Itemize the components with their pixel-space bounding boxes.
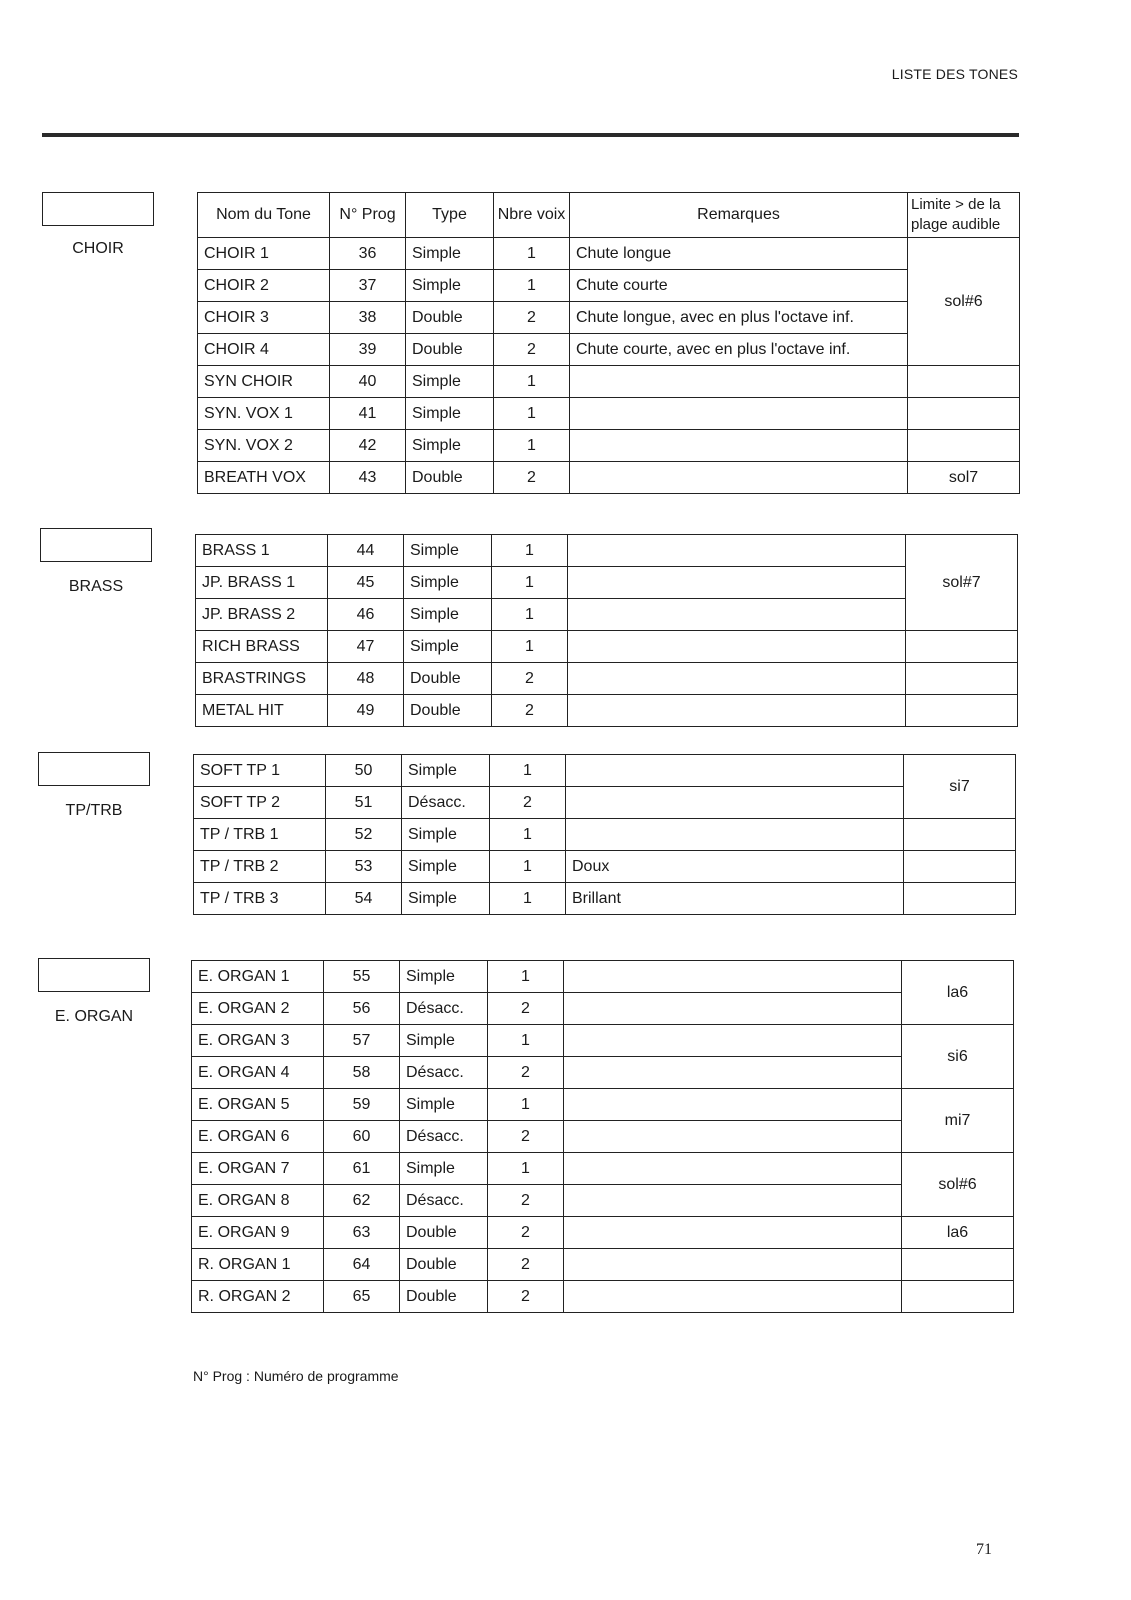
voice-count: 2 — [488, 1121, 564, 1153]
page-header-title: LISTE DES TONES — [891, 66, 1018, 82]
tone-name: SYN CHOIR — [198, 366, 330, 398]
tone-type: Simple — [404, 599, 492, 631]
prog-number: 41 — [330, 398, 406, 430]
tone-table-e-organ — [191, 960, 1014, 1313]
table-row — [192, 1025, 1014, 1057]
voice-count: 1 — [488, 1025, 564, 1057]
range-limit — [904, 819, 1016, 851]
voice-count: 1 — [490, 755, 566, 787]
table-row — [198, 398, 1020, 430]
table-row — [196, 599, 1018, 631]
voice-count: 2 — [494, 334, 570, 366]
tone-type: Double — [406, 462, 494, 494]
tone-name: R. ORGAN 2 — [192, 1281, 324, 1313]
range-limit: sol#6 — [902, 1153, 1014, 1217]
prog-number: 64 — [324, 1249, 400, 1281]
tone-name: SOFT TP 1 — [194, 755, 326, 787]
prog-number: 40 — [330, 366, 406, 398]
prog-number: 47 — [328, 631, 404, 663]
tone-remarks — [564, 961, 902, 993]
tone-name: CHOIR 4 — [198, 334, 330, 366]
tone-type: Double — [406, 302, 494, 334]
tone-name: E. ORGAN 1 — [192, 961, 324, 993]
prog-number: 62 — [324, 1185, 400, 1217]
col-header-limit-line1: Limite > de la — [911, 196, 1001, 213]
tone-type: Simple — [400, 1025, 488, 1057]
prog-number: 37 — [330, 270, 406, 302]
tone-name: E. ORGAN 4 — [192, 1057, 324, 1089]
tone-remarks — [570, 366, 908, 398]
page-number: 71 — [976, 1541, 992, 1558]
category-label-tp-trb: TP/TRB — [65, 802, 123, 819]
voice-count: 1 — [488, 1089, 564, 1121]
tone-type: Simple — [406, 430, 494, 462]
tone-remarks — [570, 430, 908, 462]
tone-type: Simple — [404, 567, 492, 599]
tone-type: Simple — [404, 631, 492, 663]
table-row — [194, 819, 1016, 851]
tone-type: Simple — [406, 366, 494, 398]
prog-number: 38 — [330, 302, 406, 334]
tone-name: E. ORGAN 8 — [192, 1185, 324, 1217]
voice-count: 2 — [488, 1249, 564, 1281]
prog-number: 44 — [328, 535, 404, 567]
prog-number: 48 — [328, 663, 404, 695]
col-header-name: Nom du Tone — [198, 193, 330, 238]
range-limit — [906, 631, 1018, 663]
table-row — [192, 961, 1014, 993]
table-row — [198, 270, 1020, 302]
category-box-brass — [40, 528, 152, 562]
range-limit: sol7 — [908, 462, 1020, 494]
prog-number: 57 — [324, 1025, 400, 1057]
col-header-limit — [908, 193, 1020, 238]
table-row — [198, 334, 1020, 366]
tone-remarks — [564, 1153, 902, 1185]
range-limit: la6 — [902, 961, 1014, 1025]
tone-type: Simple — [406, 270, 494, 302]
prog-number: 43 — [330, 462, 406, 494]
tone-remarks — [564, 993, 902, 1025]
table-row — [196, 695, 1018, 727]
voice-count: 2 — [488, 1185, 564, 1217]
voice-count: 2 — [488, 1281, 564, 1313]
tone-name: E. ORGAN 3 — [192, 1025, 324, 1057]
prog-number: 39 — [330, 334, 406, 366]
tone-remarks — [568, 567, 906, 599]
tone-name: BRASTRINGS — [196, 663, 328, 695]
voice-count: 2 — [490, 787, 566, 819]
range-limit — [902, 1249, 1014, 1281]
tone-type: Simple — [402, 819, 490, 851]
prog-number: 46 — [328, 599, 404, 631]
prog-number: 52 — [326, 819, 402, 851]
category-box-e-organ — [38, 958, 150, 992]
tone-type: Simple — [402, 755, 490, 787]
voice-count: 1 — [488, 961, 564, 993]
col-header-remarks: Remarques — [570, 193, 908, 238]
tone-name: CHOIR 2 — [198, 270, 330, 302]
tone-remarks — [564, 1089, 902, 1121]
table-row — [194, 755, 1016, 787]
tone-name: BRASS 1 — [196, 535, 328, 567]
tone-type: Simple — [404, 535, 492, 567]
table-row — [196, 567, 1018, 599]
tone-remarks: Chute longue — [570, 238, 908, 270]
tone-type: Désacc. — [400, 1057, 488, 1089]
range-limit — [908, 430, 1020, 462]
tone-type: Simple — [400, 1153, 488, 1185]
tone-remarks — [568, 695, 906, 727]
voice-count: 2 — [494, 302, 570, 334]
tone-type: Simple — [406, 238, 494, 270]
col-header-voices: Nbre voix — [494, 193, 570, 238]
col-header-prog: N° Prog — [330, 193, 406, 238]
category-label-choir: CHOIR — [72, 240, 124, 257]
voice-count: 1 — [490, 851, 566, 883]
voice-count: 1 — [494, 270, 570, 302]
prog-number: 65 — [324, 1281, 400, 1313]
table-header-row — [198, 193, 1020, 238]
voice-count: 1 — [488, 1153, 564, 1185]
table-row — [198, 366, 1020, 398]
tone-name: R. ORGAN 1 — [192, 1249, 324, 1281]
voice-count: 1 — [490, 819, 566, 851]
table-row — [194, 851, 1016, 883]
tone-remarks — [568, 535, 906, 567]
footnote: N° Prog : Numéro de programme — [193, 1368, 399, 1384]
category-box-choir — [42, 192, 154, 226]
table-row — [196, 663, 1018, 695]
tone-type: Double — [404, 663, 492, 695]
table-row — [198, 238, 1020, 270]
voice-count: 2 — [494, 462, 570, 494]
table-row — [192, 1057, 1014, 1089]
tone-type: Double — [400, 1217, 488, 1249]
tone-name: E. ORGAN 9 — [192, 1217, 324, 1249]
tone-remarks — [564, 1217, 902, 1249]
tone-name: TP / TRB 3 — [194, 883, 326, 915]
tone-remarks: Doux — [566, 851, 904, 883]
prog-number: 63 — [324, 1217, 400, 1249]
tone-remarks: Chute longue, avec en plus l'octave inf. — [570, 302, 908, 334]
prog-number: 36 — [330, 238, 406, 270]
table-row — [196, 535, 1018, 567]
table-row — [192, 1281, 1014, 1313]
table-row — [192, 993, 1014, 1025]
tone-remarks — [568, 631, 906, 663]
voice-count: 2 — [492, 663, 568, 695]
range-limit: mi7 — [902, 1089, 1014, 1153]
table-row — [192, 1249, 1014, 1281]
category-label-brass: BRASS — [68, 578, 124, 595]
header-rule — [42, 133, 1019, 137]
tone-type: Simple — [400, 961, 488, 993]
tone-type: Simple — [400, 1089, 488, 1121]
voice-count: 1 — [490, 883, 566, 915]
range-limit — [904, 883, 1016, 915]
table-row — [194, 787, 1016, 819]
tone-type: Désacc. — [400, 1121, 488, 1153]
category-label-e-organ: E. ORGAN — [54, 1008, 134, 1025]
prog-number: 42 — [330, 430, 406, 462]
voice-count: 2 — [488, 1217, 564, 1249]
voice-count: 2 — [492, 695, 568, 727]
col-header-type: Type — [406, 193, 494, 238]
category-box-tp-trb — [38, 752, 150, 786]
table-row — [192, 1217, 1014, 1249]
range-limit: sol#7 — [906, 535, 1018, 631]
tone-type: Double — [404, 695, 492, 727]
range-limit — [908, 398, 1020, 430]
prog-number: 53 — [326, 851, 402, 883]
table-row — [192, 1121, 1014, 1153]
prog-number: 54 — [326, 883, 402, 915]
voice-count: 2 — [488, 1057, 564, 1089]
tone-remarks — [568, 663, 906, 695]
tone-remarks: Brillant — [566, 883, 904, 915]
prog-number: 49 — [328, 695, 404, 727]
tone-name: TP / TRB 2 — [194, 851, 326, 883]
prog-number: 51 — [326, 787, 402, 819]
tone-name: JP. BRASS 1 — [196, 567, 328, 599]
prog-number: 59 — [324, 1089, 400, 1121]
tone-name: CHOIR 1 — [198, 238, 330, 270]
table-row — [194, 883, 1016, 915]
table-row — [198, 430, 1020, 462]
tone-name: JP. BRASS 2 — [196, 599, 328, 631]
tone-type: Double — [406, 334, 494, 366]
voice-count: 1 — [492, 567, 568, 599]
tone-remarks — [570, 462, 908, 494]
voice-count: 1 — [494, 398, 570, 430]
tone-type: Désacc. — [402, 787, 490, 819]
tone-remarks — [564, 1121, 902, 1153]
tone-name: E. ORGAN 7 — [192, 1153, 324, 1185]
table-row — [198, 302, 1020, 334]
tone-name: RICH BRASS — [196, 631, 328, 663]
table-row — [192, 1089, 1014, 1121]
prog-number: 45 — [328, 567, 404, 599]
voice-count: 1 — [492, 535, 568, 567]
tone-type: Double — [400, 1281, 488, 1313]
tone-name: E. ORGAN 2 — [192, 993, 324, 1025]
tone-type: Double — [400, 1249, 488, 1281]
prog-number: 61 — [324, 1153, 400, 1185]
tone-remarks — [564, 1281, 902, 1313]
voice-count: 2 — [488, 993, 564, 1025]
voice-count: 1 — [492, 631, 568, 663]
tone-name: SOFT TP 2 — [194, 787, 326, 819]
tone-table-choir — [197, 192, 1020, 494]
table-row — [196, 631, 1018, 663]
tone-remarks — [564, 1249, 902, 1281]
table-row — [192, 1153, 1014, 1185]
tone-remarks: Chute courte, avec en plus l'octave inf. — [570, 334, 908, 366]
tone-name: METAL HIT — [196, 695, 328, 727]
tone-name: SYN. VOX 2 — [198, 430, 330, 462]
range-limit — [906, 663, 1018, 695]
range-limit: la6 — [902, 1217, 1014, 1249]
range-limit — [906, 695, 1018, 727]
tone-name: E. ORGAN 5 — [192, 1089, 324, 1121]
prog-number: 56 — [324, 993, 400, 1025]
voice-count: 1 — [494, 238, 570, 270]
range-limit — [908, 366, 1020, 398]
tone-remarks — [566, 819, 904, 851]
voice-count: 1 — [492, 599, 568, 631]
tone-remarks — [564, 1025, 902, 1057]
tone-type: Simple — [402, 883, 490, 915]
range-limit: sol#6 — [908, 238, 1020, 366]
prog-number: 50 — [326, 755, 402, 787]
tone-name: TP / TRB 1 — [194, 819, 326, 851]
tone-name: CHOIR 3 — [198, 302, 330, 334]
prog-number: 58 — [324, 1057, 400, 1089]
prog-number: 60 — [324, 1121, 400, 1153]
tone-table-brass — [195, 534, 1018, 727]
range-limit: si7 — [904, 755, 1016, 819]
range-limit — [902, 1281, 1014, 1313]
tone-remarks — [570, 398, 908, 430]
tone-remarks — [566, 787, 904, 819]
tone-name: BREATH VOX — [198, 462, 330, 494]
col-header-limit-line2: plage audible — [911, 216, 1001, 233]
tone-type: Désacc. — [400, 993, 488, 1025]
table-row — [192, 1185, 1014, 1217]
tone-type: Simple — [402, 851, 490, 883]
tone-remarks — [566, 755, 904, 787]
tone-remarks — [568, 599, 906, 631]
voice-count: 1 — [494, 366, 570, 398]
table-row — [198, 462, 1020, 494]
tone-name: SYN. VOX 1 — [198, 398, 330, 430]
tone-name: E. ORGAN 6 — [192, 1121, 324, 1153]
range-limit: si6 — [902, 1025, 1014, 1089]
tone-remarks — [564, 1057, 902, 1089]
voice-count: 1 — [494, 430, 570, 462]
tone-table-tp-trb — [193, 754, 1016, 915]
tone-remarks: Chute courte — [570, 270, 908, 302]
tone-type: Simple — [406, 398, 494, 430]
tone-type: Désacc. — [400, 1185, 488, 1217]
range-limit — [904, 851, 1016, 883]
tone-remarks — [564, 1185, 902, 1217]
prog-number: 55 — [324, 961, 400, 993]
